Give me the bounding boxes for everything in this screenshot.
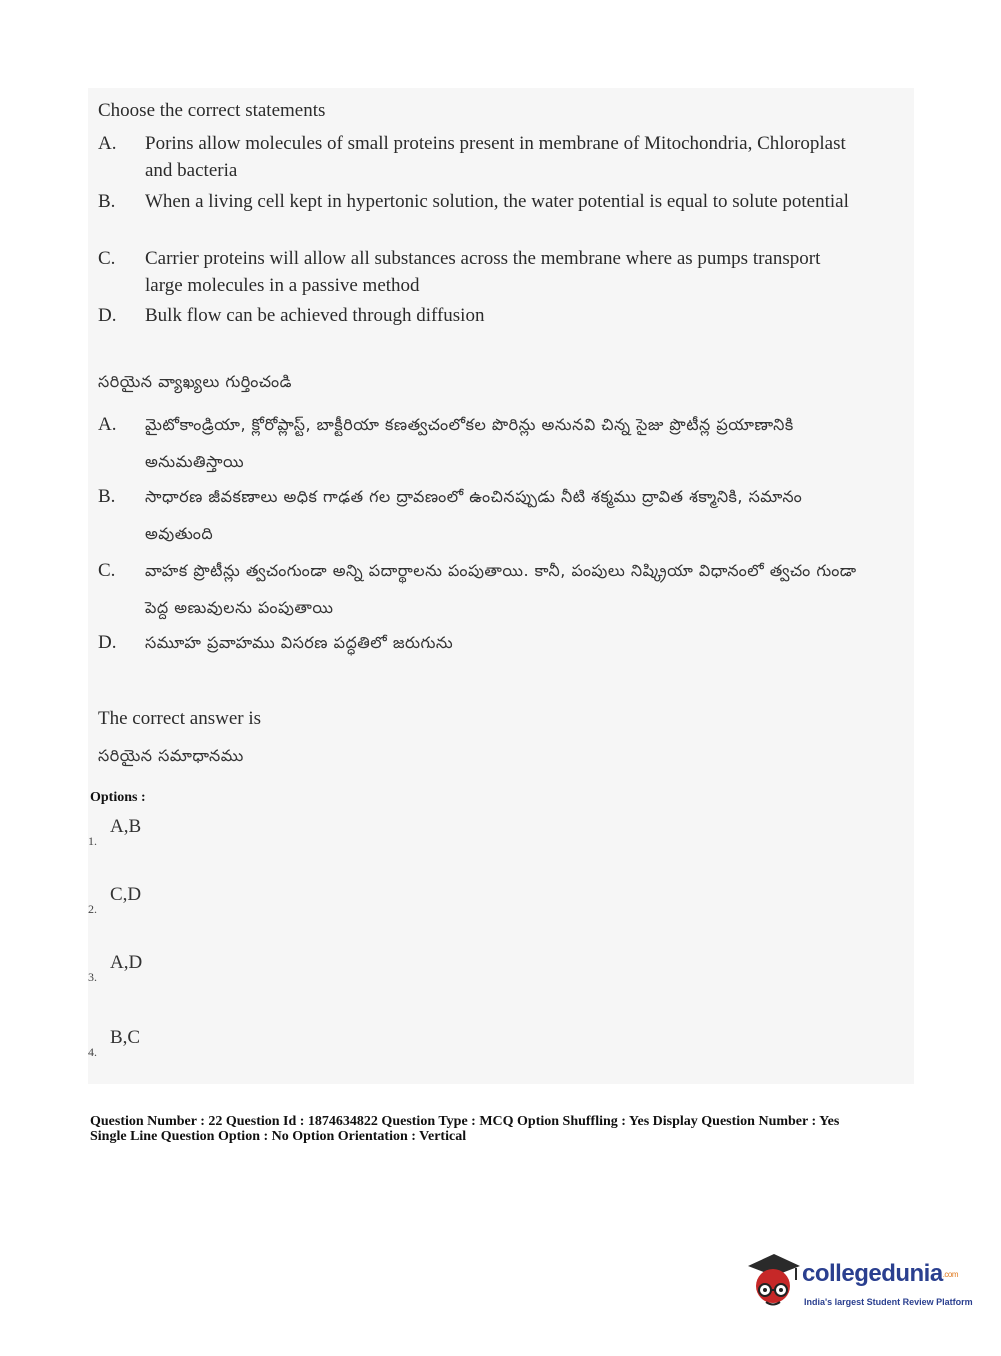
mascot-icon: [744, 1250, 802, 1314]
statement-text: Carrier proteins will allow all substances across the membrane where as pumps transport large molecules in a passive method: [145, 248, 821, 296]
option-value: A,D: [110, 952, 143, 973]
logo-wordmark: [802, 1260, 958, 1288]
answer-prompt-telugu: సరియైన సమాధానము: [98, 746, 244, 765]
statement-letter: A.: [98, 133, 117, 154]
options-label: Options :: [90, 790, 146, 805]
question-meta-line-1: Question Number : 22 Question Id : 1874634822 Question Type : MCQ Option Shuffling : Yes Display Question Number : Yes: [90, 1114, 840, 1129]
statement-text: సాధారణ జీవకణాలు అధిక గాఢత గల ద్రావణంలో ఉంచినప్పుడు నీటి శక్మము ద్రావిత శక్మానికి, సమానం అవుతుంది: [145, 487, 803, 543]
logo-tagline: India's largest Student Review Platform: [804, 1297, 973, 1307]
collegedunia-logo[interactable]: [744, 1250, 974, 1320]
statement-letter: C.: [98, 248, 116, 269]
statement-text: మైటోకాండ్రియా, క్లోరోప్లాస్ట్, బాక్టీరియా కణత్వచంలోకల పొరిన్లు అనునవి చిన్న సైజు ప్రొటీన్ల ప్రయాణానికి అనుమతిస్తాయి: [145, 415, 794, 471]
statement-text: Bulk flow can be achieved through diffusion: [145, 305, 485, 326]
option-value: B,C: [110, 1027, 141, 1048]
statement-letter: B.: [98, 486, 116, 507]
statement-text: సమూహ ప్రవాహము విసరణ పద్ధతిలో జరుగును: [145, 633, 454, 652]
logo-suffix: .com: [942, 1270, 959, 1280]
statement-letter: C.: [98, 560, 116, 581]
statement-letter: D.: [98, 632, 117, 653]
telugu-prompt: సరియైన వ్యాఖ్యలు గుర్తించండి: [98, 372, 292, 391]
statement-letter: B.: [98, 191, 116, 212]
logo-name: collegedunia: [802, 1260, 943, 1287]
option-number: 4.: [88, 1045, 97, 1059]
statement-text: వాహక ప్రొటీన్లు త్వచంగుండా అన్ని పదార్థాలను పంపుతాయి. కానీ, పంపులు నిష్క్రియా విధానంలో త్వచం గుండా పెద్ద అణువులను పంపుతాయి: [145, 561, 857, 617]
question-meta-line-2: Single Line Question Option : No Option Orientation : Vertical: [90, 1129, 467, 1144]
option-number: 1.: [88, 834, 97, 848]
statement-letter: A.: [98, 414, 117, 435]
option-number: 3.: [88, 970, 97, 984]
statement-letter: D.: [98, 305, 117, 326]
option-value: A,B: [110, 816, 142, 837]
english-prompt: Choose the correct statements: [98, 100, 326, 121]
answer-prompt-english: The correct answer is: [98, 708, 262, 729]
option-number: 2.: [88, 902, 97, 916]
option-value: C,D: [110, 884, 142, 905]
statement-text: Porins allow molecules of small proteins present in membrane of Mitochondria, Chloroplast and bacteria: [145, 133, 846, 181]
statement-text: When a living cell kept in hypertonic solution, the water potential is equal to solute potential: [145, 191, 849, 212]
